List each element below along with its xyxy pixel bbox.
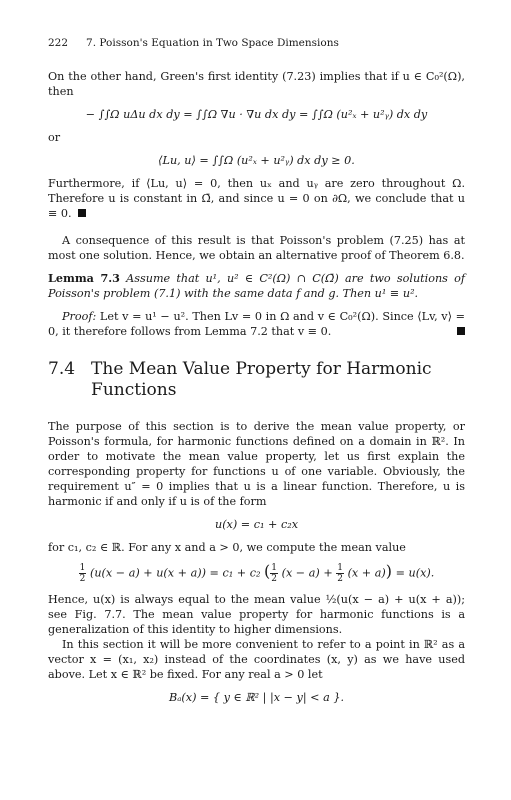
equation-mean-value-1d: $\frac{1}{2}$ (u(x − a) + u(x + a)) = c₁ + c₂ ( $\frac{1}{2}$ (x − a) + $\frac{1}{2}$ (x + a)) = u(x). xyxy=(79,561,435,584)
lemma-7-3 xyxy=(48,271,465,301)
paragraph-generalization: Hence, u(x) is always equal to the mean value ½(u(x − a) + u(x + a)); see Fig. 7.7. The mean value property for harmonic functions is a generalization of this identity to higher dimensions. xyxy=(48,593,465,636)
qed-square-icon xyxy=(78,209,86,217)
paragraph-conclusion xyxy=(48,176,465,221)
paragraph-green-identity: On the other hand, Green's first identity (7.23) implies that if u ∈ C₀²(Ω), then xyxy=(48,70,465,98)
lemma-statement: Assume that u¹, u² ∈ C²(Ω) ∩ C(Ω̄) are two solutions of Poisson's problem (7.1) with the same data f and g. Then u¹ ≡ u². xyxy=(48,272,465,300)
paragraph-consequence: A consequence of this result is that Poisson's problem (7.25) has at most one solution. Hence, we obtain an alternative proof of Theorem 6.8. xyxy=(48,234,465,262)
equation-ball-definition: Bₐ(x) = { y ∈ ℝ² | |x − y| < a }. xyxy=(168,691,345,704)
section-number: 7.4 xyxy=(48,359,76,379)
section-title: The Mean Value Property for Harmonic Functions xyxy=(91,359,432,400)
mean-rhs: = u(x). xyxy=(395,566,435,580)
mean-inner-a: (x − a) + xyxy=(281,566,333,580)
lemma-label: Lemma 7.3 xyxy=(48,271,120,285)
proof-label: Proof: xyxy=(62,310,97,323)
running-title: 7. Poisson's Equation in Two Space Dimensions xyxy=(86,37,339,49)
running-header xyxy=(48,36,465,51)
mean-lhs: (u(x − a) + u(x + a)) = c₁ + c₂ xyxy=(89,566,261,580)
or-connector: or xyxy=(48,131,61,144)
paragraph-vector-notation: In this section it will be more convenient to refer to a point in ℝ² as a vector x = (x₁, x₂) instead of the coordinates (x, y) as we have used above. Let x ∈ ℝ² be fixed. For any real a > 0 let xyxy=(48,638,465,681)
paragraph-compute-mean: for c₁, c₂ ∈ ℝ. For any x and a > 0, we compute the mean value xyxy=(48,541,406,554)
proof-text: Let v = u¹ − u². Then Lv = 0 in Ω and v ∈ C₀²(Ω). Since ⟨Lv, v⟩ = 0, it therefore follows from Lemma 7.2 that v ≡ 0. xyxy=(48,310,466,338)
equation-linear-form: u(x) = c₁ + c₂x xyxy=(214,518,299,531)
conclusion-text: Furthermore, if ⟨Lu, u⟩ = 0, then uₓ and uᵧ are zero throughout Ω. Therefore u is constant in Ω̄, and since u = 0 on ∂Ω, we conclude that u ≡ 0. xyxy=(48,177,465,220)
fraction-half: $\frac{1}{2}$ xyxy=(79,563,86,584)
mean-inner-b: (x + a) xyxy=(347,566,386,580)
section-heading xyxy=(48,359,465,401)
fraction-half: $\frac{1}{2}$ xyxy=(271,563,278,584)
page-number: 222 xyxy=(48,37,69,49)
fraction-half: $\frac{1}{2}$ xyxy=(337,563,343,584)
qed-square-icon xyxy=(457,327,465,335)
paragraph-purpose: The purpose of this section is to derive the mean value property, or Poisson's formula, for harmonic functions defined on a domain in ℝ². In order to motivate the mean value property, let us first explain the corresponding property for functions u of one variable. Obviously, the requirement u″ = 0 implies that u is a linear function. Therefore, u is harmonic if and only if u is of the form xyxy=(48,420,465,508)
equation-inner-product: ⟨Lu, u⟩ = ∫∫Ω (u²ₓ + u²ᵧ) dx dy ≥ 0. xyxy=(158,154,355,167)
proof-block xyxy=(48,309,465,339)
equation-green-identity: − ∫∫Ω uΔu dx dy = ∫∫Ω ∇u · ∇u dx dy = ∫∫Ω (u²ₓ + u²ᵧ) dx dy xyxy=(85,108,428,121)
